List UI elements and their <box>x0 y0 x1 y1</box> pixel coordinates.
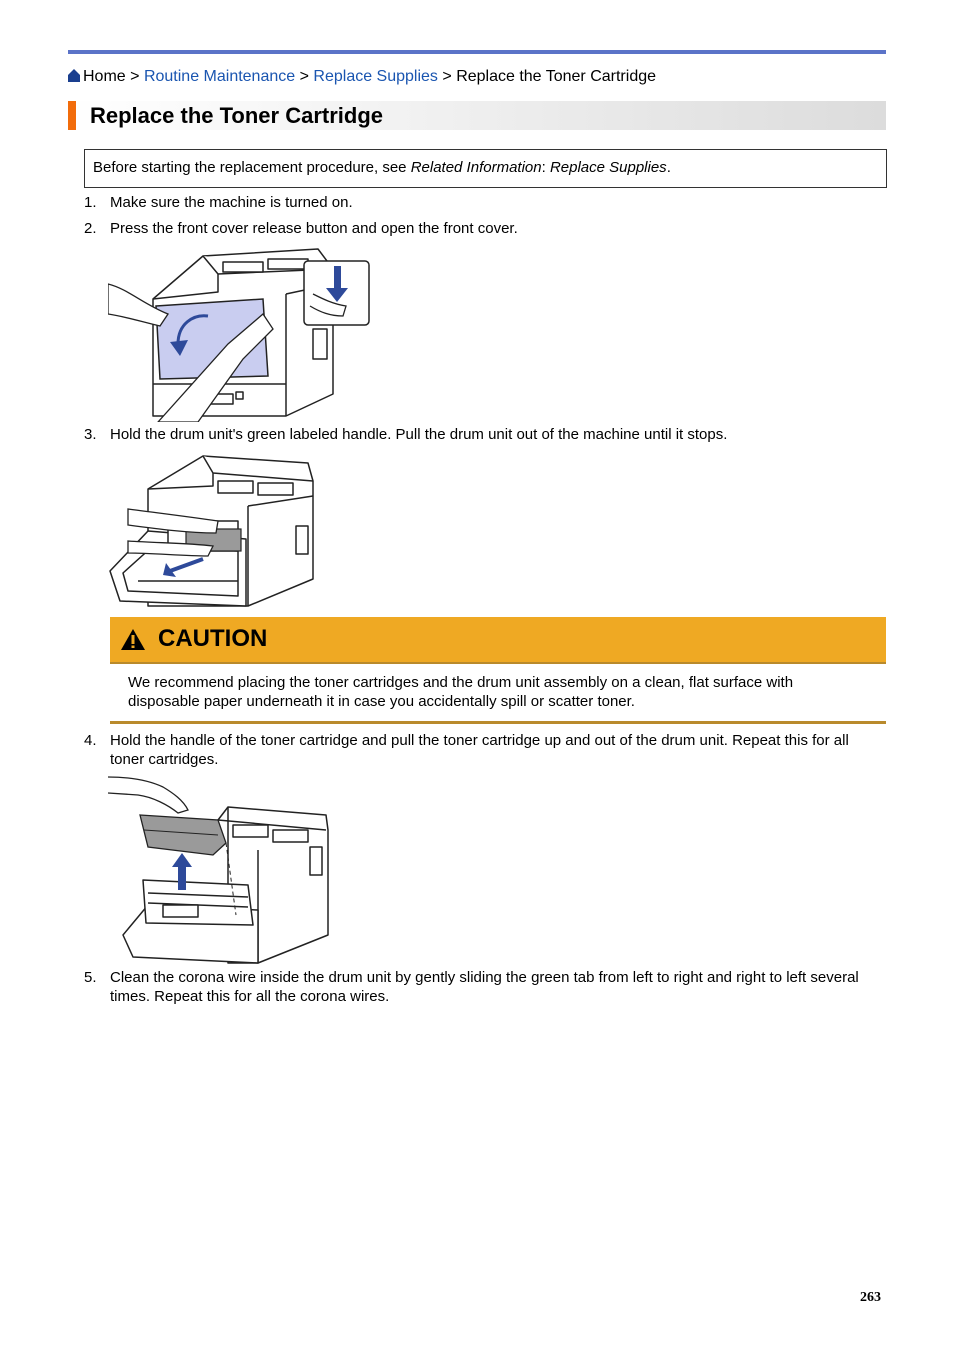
step-number: 1. <box>84 194 97 211</box>
step-number: 2. <box>84 220 97 237</box>
note-text <box>93 159 671 177</box>
step-text: Make sure the machine is turned on. <box>110 194 353 211</box>
caution-title: CAUTION <box>158 625 268 652</box>
page-number: 263 <box>860 1290 881 1305</box>
step-number: 5. <box>84 969 97 986</box>
step-text: Clean the corona wire inside the drum unit by gently sliding the green tab from left to right and right to left several times. Repeat this for all the corona wires. <box>110 969 859 1005</box>
warning-icon <box>120 628 146 655</box>
page-title-bar <box>68 101 886 130</box>
breadcrumb-separator: > <box>442 68 452 85</box>
breadcrumb-separator: > <box>130 68 140 85</box>
caution-text: We recommend placing the toner cartridges and the drum unit assembly on a clean, flat surface with disposable paper underneath it in case you accidentally spill or scatter toner. <box>128 674 794 710</box>
figure-open-front-cover <box>108 244 373 426</box>
top-rule <box>68 50 886 54</box>
breadcrumb-link-replace-supplies[interactable]: Replace Supplies <box>313 68 438 85</box>
home-icon[interactable] <box>68 68 80 88</box>
step-number: 3. <box>84 426 97 443</box>
step-text: Hold the drum unit's green labeled handle. Pull the drum unit out of the machine until it stops. <box>110 426 728 443</box>
caution-header <box>110 617 886 664</box>
step-number: 4. <box>84 732 97 749</box>
caution-bottom-rule <box>110 721 886 724</box>
step-text: Hold the handle of the toner cartridge and pull the toner cartridge up and out of the drum unit. Repeat this for all toner cartridges. <box>110 732 849 768</box>
breadcrumb-separator: > <box>299 68 309 85</box>
figure-pull-drum-unit <box>108 451 318 615</box>
figure-remove-toner-cartridge <box>108 775 333 971</box>
page-title: Replace the Toner Cartridge <box>90 103 383 128</box>
note-prefix: Before starting the replacement procedure, see <box>93 159 411 176</box>
breadcrumb <box>68 67 656 88</box>
note-colon: : <box>541 159 550 176</box>
breadcrumb-current: Replace the Toner Cartridge <box>456 68 657 85</box>
note-related-information: Related Information <box>410 159 542 176</box>
note-suffix: . <box>666 159 671 176</box>
title-accent <box>68 101 76 130</box>
breadcrumb-home[interactable]: Home <box>83 68 126 85</box>
breadcrumb-link-routine-maintenance[interactable]: Routine Maintenance <box>143 68 296 85</box>
note-replace-supplies: Replace Supplies <box>549 159 667 176</box>
step-text: Press the front cover release button and open the front cover. <box>110 220 518 237</box>
note-box <box>84 149 887 188</box>
